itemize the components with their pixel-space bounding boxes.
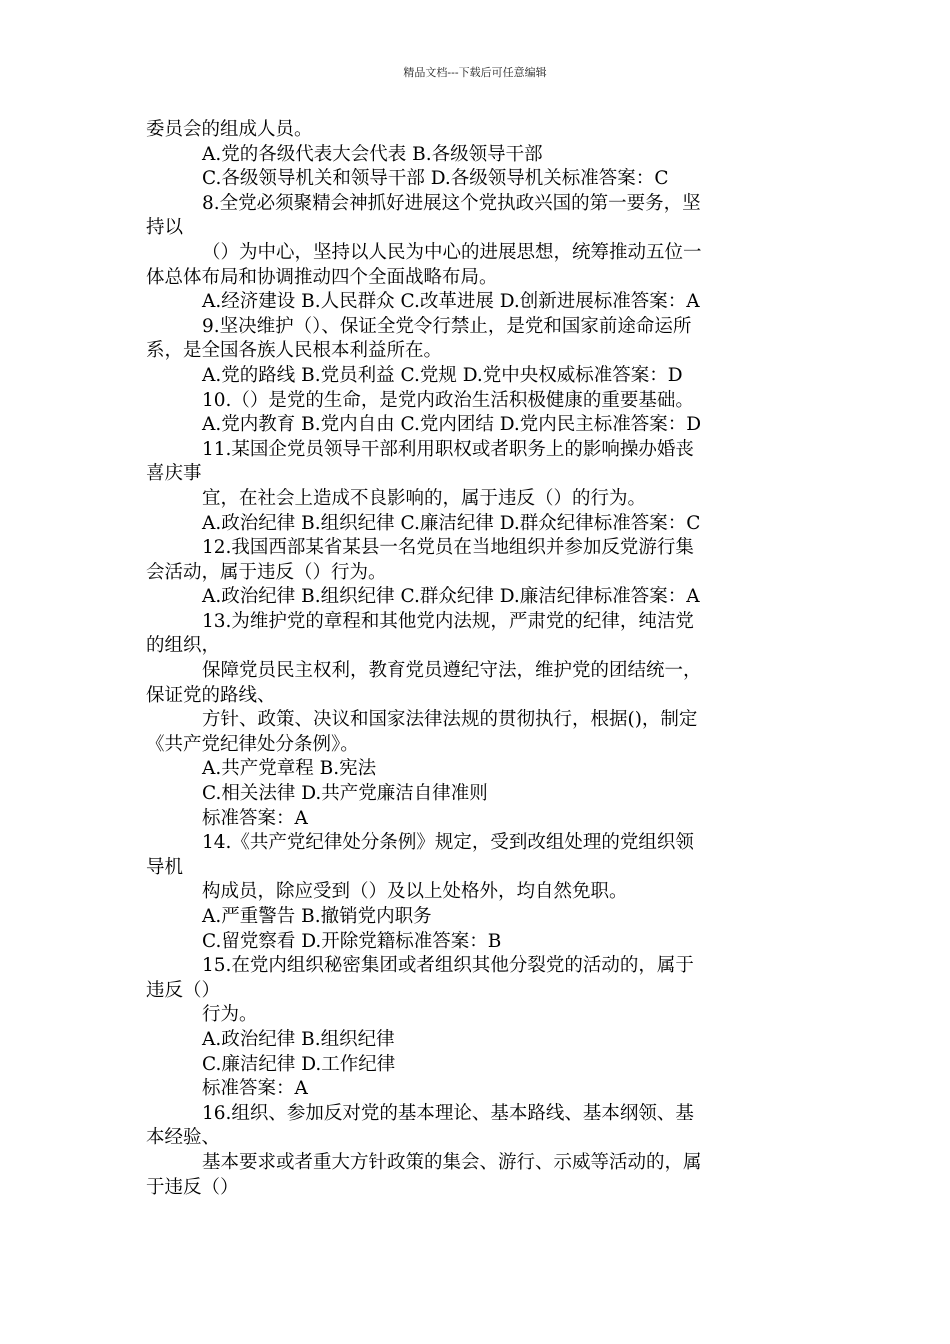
- text-line: C.相关法律 D.共产党廉洁自律准则: [202, 783, 488, 805]
- text-line: 喜庆事: [146, 463, 202, 485]
- text-line: 方针、政策、决议和国家法律法规的贯彻执行，根据()，制定: [202, 709, 698, 731]
- text-line: 于违反（）: [146, 1176, 239, 1198]
- text-line: 标准答案：A: [202, 1078, 308, 1100]
- text-line: 9.坚决维护（）、保证全党令行禁止，是党和国家前途命运所: [202, 315, 692, 337]
- text-line: 违反（）: [146, 979, 221, 1001]
- text-line: 保障党员民主权利，教育党员遵纪守法，维护党的团结统一，: [202, 660, 702, 682]
- text-line: 保证党的路线、: [146, 684, 276, 706]
- text-line: 委员会的组成人员。: [146, 119, 313, 140]
- page-header: 精品文档---下载后可任意编辑: [403, 66, 547, 79]
- text-line: 8.全党必须聚精会神抓好进展这个党执政兴国的第一要务，坚: [202, 192, 701, 214]
- text-line: 基本要求或者重大方针政策的集会、游行、示威等活动的，属: [202, 1151, 702, 1173]
- text-line: C.各级领导机关和领导干部 D.各级领导机关标准答案：C: [202, 168, 669, 190]
- text-line: 持以: [146, 217, 184, 239]
- text-line: 13.为维护党的章程和其他党内法规，严肃党的纪律，纯洁党: [202, 610, 694, 632]
- text-line: A.严重警告 B.撤销党内职务: [202, 906, 432, 927]
- text-line: A.政治纪律 B.组织纪律 C.群众纪律 D.廉洁纪律标准答案：A: [202, 586, 700, 608]
- text-line: 14.《共产党纪律处分条例》规定，受到改组处理的党组织领: [202, 832, 694, 854]
- text-line: A.政治纪律 B.组织纪律 C.廉洁纪律 D.群众纪律标准答案：C: [202, 512, 701, 534]
- text-line: 《共产党纪律处分条例》。: [146, 733, 359, 755]
- text-line: A.党内教育 B.党内自由 C.党内团结 D.党内民主标准答案：D: [202, 414, 702, 436]
- text-line: 行为。: [202, 1004, 258, 1026]
- text-line: A.党的路线 B.党员利益 C.党规 D.党中央权威标准答案：D: [202, 364, 683, 386]
- text-line: A.党的各级代表大会代表 B.各级领导干部: [202, 143, 543, 165]
- text-line: 宜，在社会上造成不良影响的，属于违反（）的行为。: [202, 487, 647, 509]
- text-line: 的组织，: [146, 635, 221, 657]
- text-line: 体总体布局和协调推动四个全面战略布局。: [146, 266, 498, 288]
- text-line: 10.（）是党的生命，是党内政治生活积极健康的重要基础。: [202, 389, 694, 411]
- text-line: 会活动，属于违反（）行为。: [146, 561, 387, 583]
- text-line: 15.在党内组织秘密集团或者组织其他分裂党的活动的，属于: [202, 955, 694, 977]
- text-line: （）为中心，坚持以人民为中心的进展思想，统筹推动五位一: [202, 241, 702, 263]
- text-line: 11.某国企党员领导干部利用职权或者职务上的影响操办婚丧: [202, 438, 694, 460]
- text-line: 构成员，除应受到（）及以上处格外，均自然免职。: [202, 881, 628, 903]
- text-line: A.共产党章程 B.宪法: [202, 758, 377, 780]
- text-line: A.政治纪律 B.组织纪律: [202, 1028, 395, 1050]
- text-line: 16.组织、参加反对党的基本理论、基本路线、基本纲领、基: [202, 1102, 694, 1124]
- text-line: 12.我国西部某省某县一名党员在当地组织并参加反党游行集: [202, 537, 694, 559]
- text-line: 本经验、: [146, 1127, 221, 1149]
- text-line: C.廉洁纪律 D.工作纪律: [202, 1053, 396, 1075]
- text-line: 系，是全国各族人民根本利益所在。: [146, 340, 443, 362]
- text-line: A.经济建设 B.人民群众 C.改革进展 D.创新进展标准答案：A: [202, 291, 700, 313]
- text-line: 导机: [146, 856, 184, 878]
- text-line: C.留党察看 D.开除党籍标准答案：B: [202, 930, 502, 952]
- document-body: [146, 118, 808, 1200]
- text-line: 标准答案：A: [202, 807, 308, 829]
